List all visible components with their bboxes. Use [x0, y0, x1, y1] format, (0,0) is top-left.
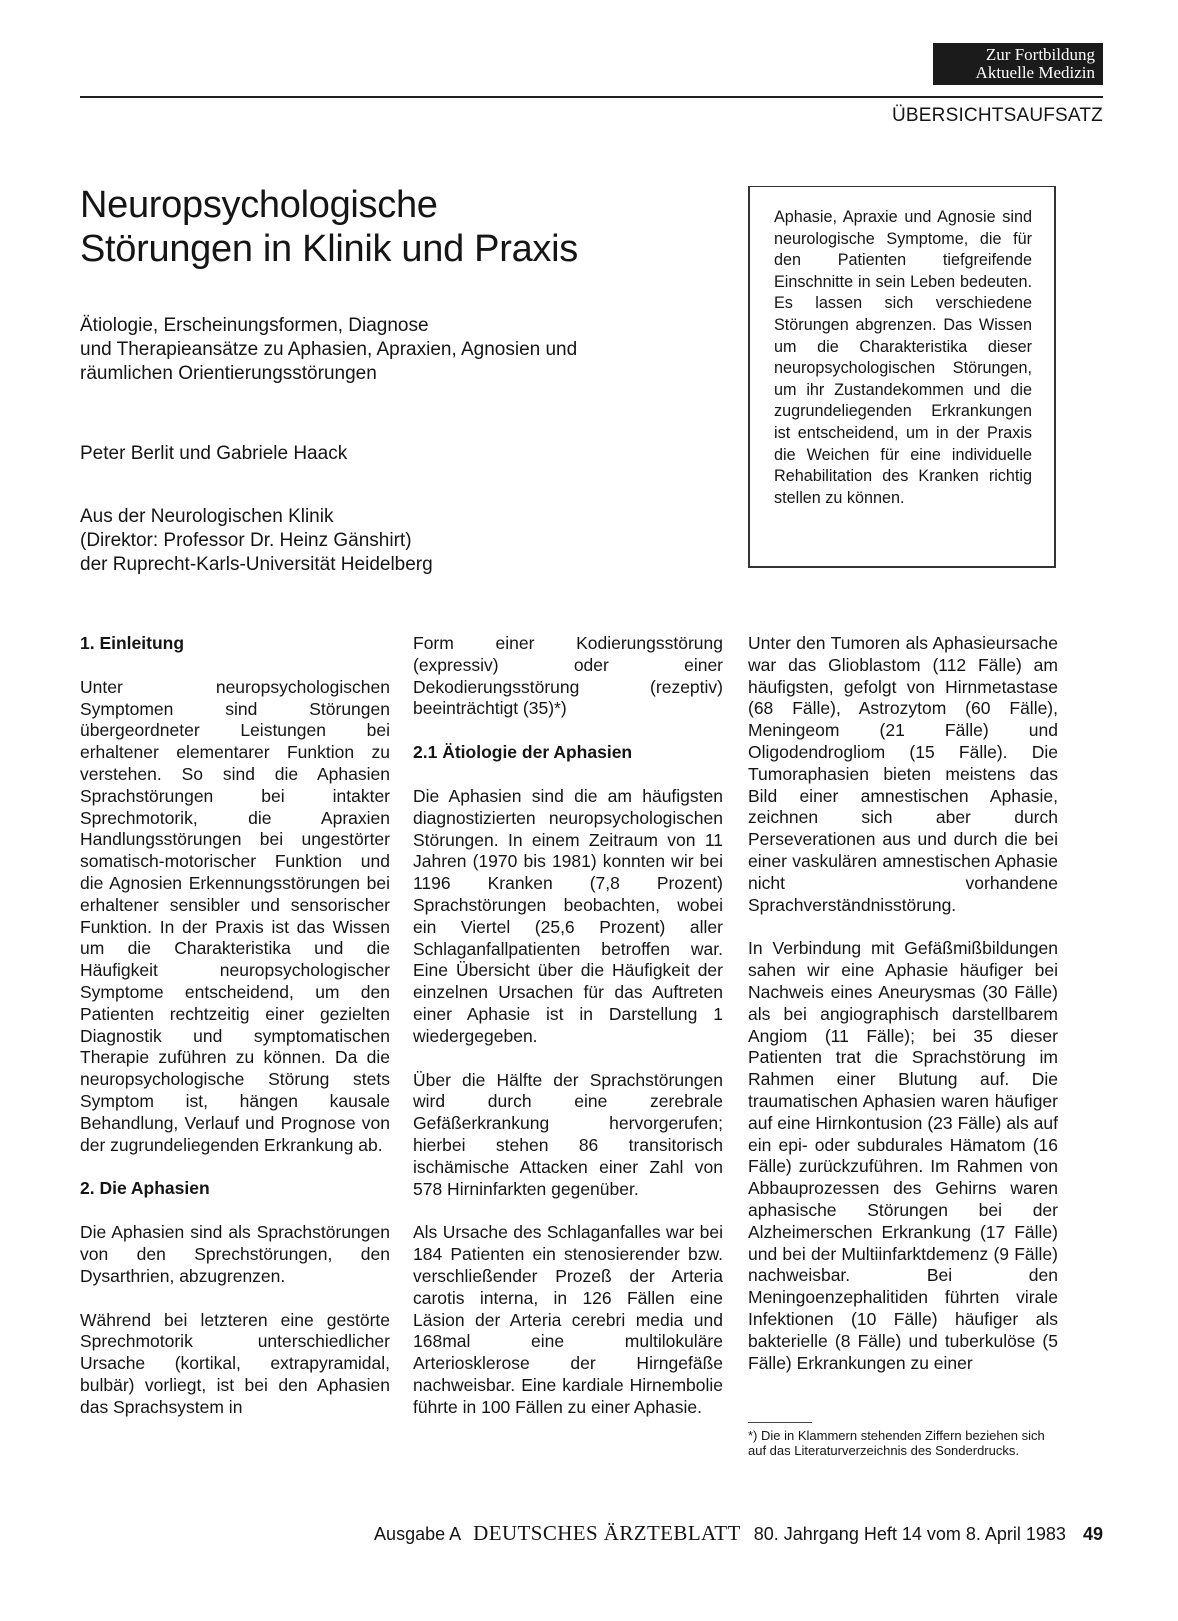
abstract-box [748, 186, 1056, 568]
paragraph: Während bei letzteren eine gestörte Sprechmotorik unterschiedlicher Ursache (kortikal, extrapyramidal, bulbär) vorliegt, ist bei den Aphasien das Sprachsystem in [80, 1309, 390, 1417]
heading-einleitung: 1. Einleitung [80, 633, 185, 653]
paragraph: Die Aphasien sind die am häufigsten diagnostizierten neuropsychologischen Störungen. In einem Zeitraum von 11 Jahren (1970 bis 1981) konnten wir bei 1196 Kranken (7,8 Prozent) Sprachstörungen beobachten, wobei ein Viertel (25,6 Prozent) aller Schlaganfallpatienten betroffen war. Eine Übersicht über die Häufigkeit der einzelnen Ursachen für das Auftreten einer Aphasie ist in Darstellung 1 wiedergegeben. [413, 785, 723, 1046]
affiliation-line-1: Aus der Neurologischen Klinik [80, 506, 334, 527]
footnote: *) Die in Klammern stehenden Ziffern beziehen sich auf das Literaturverzeichnis des Sonderdrucks. [748, 1428, 1045, 1458]
subtitle-line-3: räumlichen Orientierungsstörungen [80, 363, 377, 384]
section-label: ÜBERSICHTSAUFSATZ [891, 105, 1103, 126]
authors: Peter Berlit und Gabriele Haack [80, 443, 348, 464]
heading-die-aphasien: 2. Die Aphasien [80, 1178, 210, 1199]
affiliation-line-3: der Ruprecht-Karls-Universität Heidelberg [80, 554, 433, 575]
header-rule [80, 96, 1103, 98]
subtitle-line-2: und Therapieansätze zu Aphasien, Apraxien, Agnosien und [80, 339, 578, 360]
footnote-rule [748, 1422, 812, 1423]
footer-edition: Ausgabe A [374, 1524, 461, 1544]
page-number: 49 [1082, 1524, 1103, 1544]
abstract-text: Aphasie, Apraxie und Agnosie sind neurologische Symptome, die für den Patienten tiefgreifende Einschnitte in sein Leben bedeuten. Es lassen sich verschiedene Störungen abgrenzen. Das Wissen um die Charakteristika dieser neuropsychologischen Störungen, um ihr Zustandekommen und die zugrundeliegenden Erkrankungen ist entscheidend, um in der Praxis die Weichen für eine individuelle Rehabilitation des Kranken richtig stellen zu können. [774, 208, 1032, 507]
section-badge [933, 43, 1103, 85]
paragraph: Über die Hälfte der Sprachstörungen wird durch eine zerebrale Gefäßerkrankung hervorgerufen; hierbei stehen 86 transitorisch ischämische Attacken einer Zahl von 578 Hirninfarkten gegenüber. [413, 1069, 723, 1199]
affiliation-line-2: (Direktor: Professor Dr. Heinz Gänshirt) [80, 530, 412, 551]
heading-aetiologie: 2.1 Ätiologie der Aphasien [413, 742, 633, 763]
title-line-2: Störungen in Klinik und Praxis [80, 228, 578, 270]
article-title [80, 183, 740, 271]
paragraph: Die Aphasien sind als Sprachstörungen von den Sprechstörungen, den Dysarthrien, abzugrenzen. [80, 1222, 390, 1286]
title-line-1: Neuropsychologische [80, 184, 438, 226]
column-2 [413, 633, 723, 1441]
badge-line-1: Zur Fortbildung [985, 45, 1095, 64]
paragraph: Form einer Kodierungsstörung (expressiv) oder einer Dekodierungsstörung (rezeptiv) beeinträchtigt (35)*) [413, 633, 723, 719]
badge-line-2: Aktuelle Medizin [975, 63, 1095, 82]
page-footer [374, 1521, 1103, 1546]
column-1 [80, 633, 390, 1441]
column-3 [748, 633, 1058, 1396]
paragraph: In Verbindung mit Gefäßmißbildungen sahen wir eine Aphasie häufiger bei Nachweis eines Aneurysmas (30 Fälle) als bei angiographisch darstellbarem Angiom (11 Fälle); bei 35 dieser Patienten trat die Sprachstörung im Rahmen einer Blutung auf. Die traumatischen Aphasien waren häufiger auf eine Hirnkontusion (23 Fälle) als auf ein epi- oder subdurales Hämatom (16 Fälle) zurückzuführen. Im Rahmen von Abbauprozessen des Gehirns waren aphasische Störungen bei der Alzheimerschen Erkrankung (17 Fälle) und bei der Multiinfarktdemenz (9 Fälle) nachweisbar. Bei den Meningoenzephalitiden führten virale Infektionen (10 Fälle) häufiger als bakterielle (8 Fälle) und tuberkulöse (5 Fälle) Erkrankungen zu einer [748, 938, 1058, 1373]
footer-journal: DEUTSCHES ÄRZTEBLATT [473, 1521, 741, 1545]
affiliation [80, 505, 700, 577]
paragraph: Unter neuropsychologischen Symptomen sind Störungen übergeordneter Leistungen bei erhaltener elementarer Funktion zu verstehen. So sind die Aphasien Sprachstörungen bei intakter Sprechmotorik, die Apraxien Handlungsstörungen bei ungestörter somatisch-motorischer Funktion und die Agnosien Erkennungsstörungen bei erhaltener sensibler und sensorischer Funktion. In der Praxis ist das Wissen um die Charakteristika und die Häufigkeit neuropsychologischer Symptome entscheidend, um den Patienten rechtzeitig einer gezielten Diagnostik und symptomatischen Therapie zuführen zu können. Da die neuropsychologische Störung stets Symptom ist, hängen kausale Behandlung, Verlauf und Prognose von der zugrundeliegenden Erkrankung ab. [80, 676, 390, 1155]
paragraph: Als Ursache des Schlaganfalles war bei 184 Patienten ein stenosierender bzw. verschließender Prozeß der Arteria carotis interna, in 126 Fällen eine Läsion der Arteria cerebri media und 168mal eine multilokuläre Arteriosklerose der Hirngefäße nachweisbar. Eine kardiale Hirnembolie führte in 100 Fällen zu einer Aphasie. [413, 1222, 723, 1417]
subtitle-line-1: Ätiologie, Erscheinungsformen, Diagnose [80, 315, 429, 336]
footer-issue: 80. Jahrgang Heft 14 vom 8. April 1983 [753, 1524, 1066, 1544]
article-subtitle [80, 314, 720, 386]
paragraph: Unter den Tumoren als Aphasieursache war das Glioblastom (112 Fälle) am häufigsten, gefolgt von Hirnmetastase (68 Fälle), Astrozytom (60 Fälle), Meningeom (21 Fälle) und Oligodendrogliom (15 Fälle). Die Tumoraphasien bieten meistens das Bild einer amnestischen Aphasie, zeichnen sich aber durch Perseverationen aus und durch die bei einer vaskulären amnestischen Aphasie nicht vorhandene Sprachverständnisstörung. [748, 633, 1058, 915]
